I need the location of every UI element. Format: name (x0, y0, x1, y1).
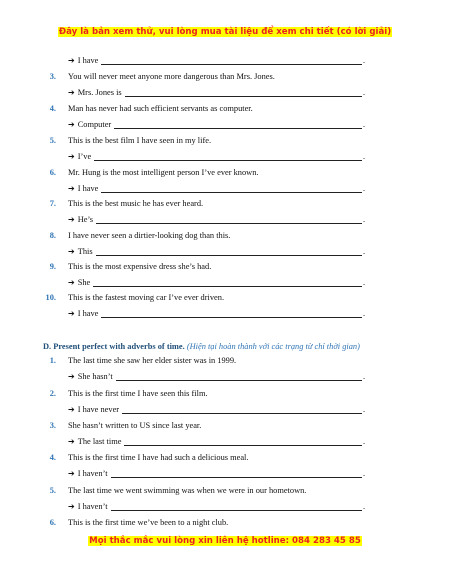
question-row (0, 291, 450, 305)
answer-prompt (68, 276, 90, 290)
question-text: This is the first time we’ve been to a night club. (68, 518, 229, 527)
answer-starter: He’s (77, 215, 94, 224)
answer-prompt (68, 182, 98, 196)
arrow-icon: ➔ (68, 278, 75, 287)
arrow-icon: ➔ (68, 120, 75, 129)
question-text: This is the best film I have seen in my life. (68, 136, 212, 145)
question-number: 5. (49, 136, 56, 145)
preview-banner-text: Đây là bản xem thử, vui lòng mua tài liệu để xem chi tiết (có lời giải) (58, 27, 392, 37)
question-number: 7. (49, 199, 56, 208)
arrow-icon: ➔ (68, 469, 75, 478)
question-row (0, 70, 450, 84)
question-number: 1. (49, 356, 56, 365)
line-end-period: . (363, 405, 366, 414)
answer-prompt (68, 370, 113, 384)
question-row (0, 229, 450, 243)
line-end-period: . (363, 120, 366, 129)
answer-row (0, 86, 450, 100)
answer-blank-line[interactable] (111, 510, 362, 511)
answer-prompt (68, 500, 108, 514)
question-text: Man has never had such efficient servants as computer. (68, 104, 253, 113)
line-end-period: . (363, 469, 366, 478)
answer-prompt (68, 435, 121, 449)
arrow-icon: ➔ (68, 502, 75, 511)
answer-prompt (68, 150, 91, 164)
answer-blank-line[interactable] (125, 96, 362, 97)
answer-row (0, 500, 450, 514)
answer-row (0, 182, 450, 196)
question-number: 9. (49, 262, 56, 271)
line-end-period: . (363, 184, 366, 193)
answer-row (0, 54, 450, 68)
answer-prompt (68, 403, 119, 417)
question-text: The last time we went swimming was when we were in our hometown. (68, 486, 307, 495)
line-end-period: . (363, 278, 366, 287)
answer-starter: I have (77, 184, 99, 193)
answer-starter: I have (77, 56, 99, 65)
question-row (0, 166, 450, 180)
question-row (0, 102, 450, 116)
preview-banner (0, 27, 450, 37)
line-end-period: . (363, 309, 366, 318)
answer-prompt (68, 213, 93, 227)
answer-starter: Mrs. Jones is (77, 88, 122, 97)
question-row (0, 484, 450, 498)
answer-blank-line[interactable] (94, 160, 362, 161)
answer-row (0, 213, 450, 227)
answer-starter: I have (77, 309, 99, 318)
line-end-period: . (363, 437, 366, 446)
answer-starter: Computer (77, 120, 112, 129)
line-end-period: . (363, 215, 366, 224)
answer-blank-line[interactable] (101, 317, 362, 318)
line-end-period: . (363, 152, 366, 161)
line-end-period: . (363, 56, 366, 65)
answer-starter: I’ve (77, 152, 92, 161)
answer-row (0, 370, 450, 384)
question-number: 4. (49, 453, 56, 462)
answer-prompt (68, 54, 98, 68)
answer-row (0, 435, 450, 449)
answer-blank-line[interactable] (122, 413, 362, 414)
question-number: 8. (49, 231, 56, 240)
answer-blank-line[interactable] (124, 445, 362, 446)
arrow-icon: ➔ (68, 88, 75, 97)
section-d-note: (Hiện tại hoàn thành với các trạng từ chỉ thời gian) (186, 342, 360, 351)
answer-prompt (68, 118, 111, 132)
answer-starter: She hasn’t (77, 372, 113, 381)
question-number: 3. (49, 421, 56, 430)
answer-row (0, 403, 450, 417)
question-text: The last time she saw her elder sister was in 1999. (68, 356, 237, 365)
answer-prompt (68, 307, 98, 321)
question-row (0, 260, 450, 274)
question-text: Mr. Hung is the most intelligent person I’ve ever known. (68, 168, 259, 177)
arrow-icon: ➔ (68, 405, 75, 414)
question-text: This is the first time I have seen this film. (68, 389, 208, 398)
arrow-icon: ➔ (68, 437, 75, 446)
answer-row (0, 118, 450, 132)
question-number: 6. (49, 518, 56, 527)
answer-starter: The last time (77, 437, 122, 446)
answer-starter: This (77, 247, 93, 256)
arrow-icon: ➔ (68, 309, 75, 318)
question-number: 3. (49, 72, 56, 81)
question-row (0, 134, 450, 148)
answer-blank-line[interactable] (114, 128, 362, 129)
line-end-period: . (363, 502, 366, 511)
answer-starter: I haven’t (77, 502, 108, 511)
line-end-period: . (363, 372, 366, 381)
hotline-banner (0, 536, 450, 546)
question-row (0, 451, 450, 465)
question-text: She hasn’t written to US since last year. (68, 421, 202, 430)
answer-blank-line[interactable] (93, 286, 362, 287)
question-number: 5. (49, 486, 56, 495)
question-text: This is the most expensive dress she’s had. (68, 262, 212, 271)
arrow-icon: ➔ (68, 215, 75, 224)
answer-prompt (68, 245, 93, 259)
arrow-icon: ➔ (68, 372, 75, 381)
answer-prompt (68, 86, 122, 100)
answer-starter: She (77, 278, 91, 287)
question-number: 10. (45, 293, 56, 302)
answer-row (0, 150, 450, 164)
question-text: You will never meet anyone more dangerous than Mrs. Jones. (68, 72, 275, 81)
question-text: This is the best music he has ever heard. (68, 199, 204, 208)
arrow-icon: ➔ (68, 152, 75, 161)
answer-blank-line[interactable] (116, 380, 362, 381)
question-number: 6. (49, 168, 56, 177)
question-row (0, 197, 450, 211)
question-row (0, 354, 450, 368)
answer-blank-line[interactable] (101, 64, 362, 65)
question-number: 2. (49, 389, 56, 398)
question-text: I have never seen a dirtier-looking dog than this. (68, 231, 231, 240)
question-row (0, 419, 450, 433)
question-text: This is the fastest moving car I’ve ever driven. (68, 293, 225, 302)
answer-starter: I haven’t (77, 469, 108, 478)
line-end-period: . (363, 247, 366, 256)
answer-prompt (68, 467, 108, 481)
question-row (0, 387, 450, 401)
question-row (0, 516, 450, 530)
arrow-icon: ➔ (68, 184, 75, 193)
answer-blank-line[interactable] (96, 223, 362, 224)
answer-starter: I have never (77, 405, 120, 414)
answer-blank-line[interactable] (101, 192, 362, 193)
hotline-banner-text: Mọi thắc mắc vui lòng xin liên hệ hotline: 084 283 45 85 (89, 536, 361, 546)
answer-row (0, 245, 450, 259)
question-text: This is the first time I have had such a delicious meal. (68, 453, 249, 462)
answer-row (0, 276, 450, 290)
section-d-title: D. Present perfect with adverbs of time. (43, 342, 185, 351)
question-number: 4. (49, 104, 56, 113)
answer-blank-line[interactable] (96, 255, 362, 256)
answer-row (0, 307, 450, 321)
answer-row (0, 467, 450, 481)
line-end-period: . (363, 88, 366, 97)
arrow-icon: ➔ (68, 56, 75, 65)
answer-blank-line[interactable] (111, 477, 362, 478)
section-d-heading (43, 340, 360, 354)
arrow-icon: ➔ (68, 247, 75, 256)
